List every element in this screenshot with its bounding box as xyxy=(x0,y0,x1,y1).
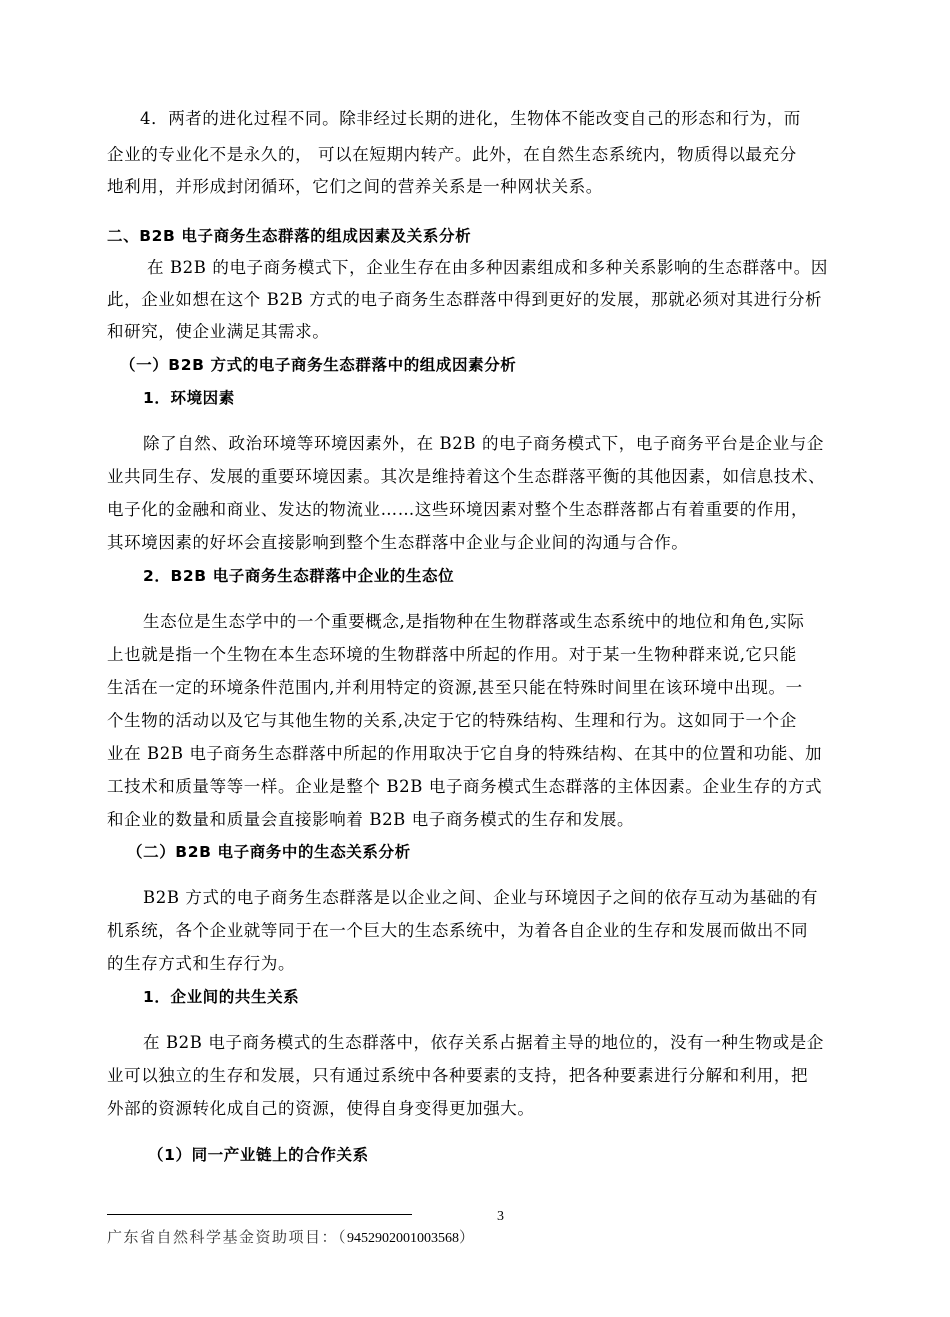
section-heading: 二、B2B 电子商务生态群落的组成因素及关系分析 xyxy=(107,227,472,245)
footnote-divider xyxy=(107,1214,412,1215)
paragraph-line: 地利用，并形成封闭循环，它们之间的营养关系是一种网状关系。 xyxy=(107,177,603,196)
subsection-heading: （一）B2B 方式的电子商务生态群落中的组成因素分析 xyxy=(120,356,517,374)
footnote-close: ） xyxy=(459,1228,476,1246)
paragraph-line: 在 B2B 电子商务模式的生态群落中，依存关系占据着主导的地位的，没有一种生物或是企 xyxy=(143,1033,824,1052)
paragraph-line: 业共同生存、发展的重要环境因素。其次是维持着这个生态群落平衡的其他因素，如信息技术、 xyxy=(107,467,826,486)
subsection-heading: （二）B2B 电子商务中的生态关系分析 xyxy=(127,843,411,861)
paragraph-line: 工技术和质量等等一样。企业是整个 B2B 电子商务模式生态群落的主体因素。企业生存的方式 xyxy=(107,777,823,796)
paragraph-line: 的生存方式和生存行为。 xyxy=(107,954,296,973)
paragraph-line: 和企业的数量和质量会直接影响着 B2B 电子商务模式的生存和发展。 xyxy=(107,810,635,829)
footnote-number: 9452902001003568 xyxy=(347,1231,460,1246)
footnote-label: 广东省自然科学基金资助项目：（ xyxy=(107,1228,348,1246)
paragraph-line: 除了自然、政治环境等环境因素外，在 B2B 的电子商务模式下，电子商务平台是企业与企 xyxy=(143,434,824,453)
paragraph-line: 其环境因素的好坏会直接影响到整个生态群落中企业与企业间的沟通与合作。 xyxy=(107,533,689,552)
paragraph-line: 在 B2B 的电子商务模式下，企业生存在由多种因素组成和多种关系影响的生态群落中。因 xyxy=(147,258,828,277)
sub-subsection-heading: （1）同一产业链上的合作关系 xyxy=(148,1146,369,1164)
paragraph-line: 生态位是生态学中的一个重要概念,是指物种在生物群落或生态系统中的地位和角色,实际 xyxy=(143,612,805,631)
paragraph-line: 业可以独立的生存和发展，只有通过系统中各种要素的支持，把各种要素进行分解和利用，把 xyxy=(107,1066,809,1085)
paragraph-line: 电子化的金融和商业、发达的物流业……这些环境因素对整个生态群落都占有着重要的作用， xyxy=(107,500,809,519)
footnote xyxy=(107,1226,476,1247)
sub-subsection-heading: 2．B2B 电子商务生态群落中企业的生态位 xyxy=(143,567,455,585)
page-number: 3 xyxy=(497,1209,504,1224)
paragraph-line: B2B 方式的电子商务生态群落是以企业之间、企业与环境因子之间的依存互动为基础的有 xyxy=(143,888,819,907)
paragraph-line: 业在 B2B 电子商务生态群落中所起的作用取决于它自身的特殊结构、在其中的位置和功能、加 xyxy=(107,744,823,763)
paragraph-line: 上也就是指一个生物在本生态环境的生物群落中所起的作用。对于某一生物种群来说,它只能 xyxy=(107,645,797,664)
paragraph-line: 外部的资源转化成自己的资源，使得自身变得更加强大。 xyxy=(107,1099,535,1118)
paragraph-line: 生活在一定的环境条件范围内,并利用特定的资源,甚至只能在特殊时间里在该环境中出现。一 xyxy=(107,678,803,697)
paragraph-line: 此，企业如想在这个 B2B 方式的电子商务生态群落中得到更好的发展，那就必须对其进行分析 xyxy=(107,290,823,309)
paragraph-line: 个生物的活动以及它与其他生物的关系,决定于它的特殊结构、生理和行为。这如同于一个企 xyxy=(107,711,797,730)
paragraph-line: 机系统，各个企业就等同于在一个巨大的生态系统中，为着各自企业的生存和发展而做出不同 xyxy=(107,921,809,940)
sub-subsection-heading: 1．环境因素 xyxy=(143,389,235,407)
paragraph-line: 企业的专业化不是永久的， 可以在短期内转产。此外，在自然生态系统内，物质得以最充分 xyxy=(107,145,797,164)
sub-subsection-heading: 1．企业间的共生关系 xyxy=(143,988,300,1006)
paragraph-line: 和研究，使企业满足其需求。 xyxy=(107,322,330,341)
paragraph-line: 4．两者的进化过程不同。除非经过长期的进化，生物体不能改变自己的形态和行为，而 xyxy=(140,109,801,128)
